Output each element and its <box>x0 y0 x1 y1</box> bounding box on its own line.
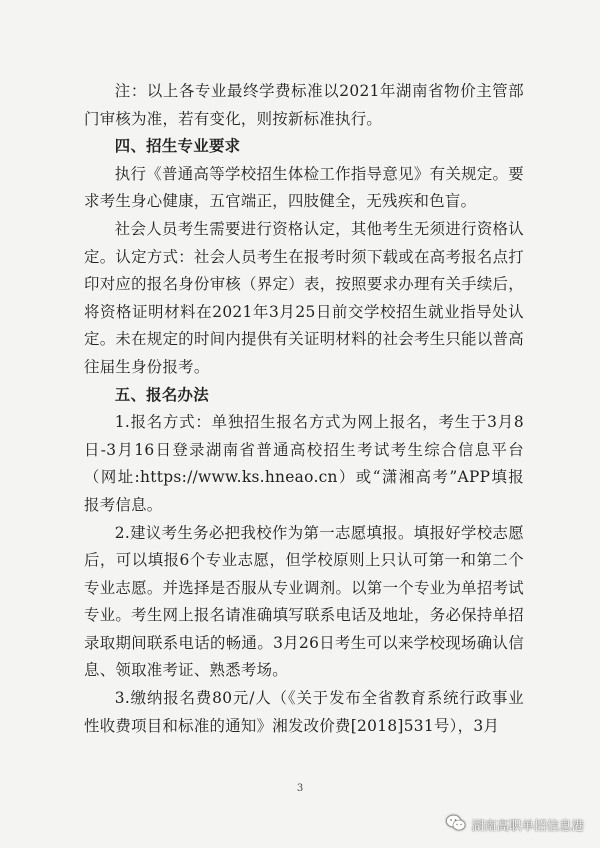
health-requirement-paragraph: 执行《普通高等学校招生体检工作指导意见》有关规定。要求考生身心健康，五官端正，四肢健全，无残疾和色盲。 <box>84 164 524 211</box>
page-number: 3 <box>296 783 304 794</box>
qualification-paragraph: 社会人员考生需要进行资格认定，其他考生无须进行资格认定。认定方式：社会人员考生在报考时须下载或在高考报名点打印对应的报名身份审核（界定）表，按照要求办理有关手续后，将资格证明材料在2021年3月25日前交学校招生就业指导处认定。未在规定的时间内提供有关证明材料的社会考生只能以普高往届生身份报考。 <box>84 219 524 376</box>
section-heading-registration: 五、报名办法 <box>114 385 209 404</box>
watermark <box>445 814 584 835</box>
fee-paragraph: 3.缴纳报名费80元/人（《关于发布全省教育系统行政事业性收费项目和标准的通知》湘发改价费[2018]531号），3月 <box>84 689 524 735</box>
registration-method-paragraph: 1.报名方式：单独招生报名方式为网上报名，考生于3月8日-3月16日登录湖南省普通高校招生考试考生综合信息平台（网址:https://www.ks.hneao.cn）或“潇湘高考”APP填报报考信息。 <box>84 413 524 514</box>
wechat-icon <box>445 814 467 835</box>
note-paragraph: 注：以上各专业最终学费标准以2021年湖南省物价主管部门审核为准，若有变化，则按新标准执行。 <box>84 82 524 128</box>
watermark-text: 湖南高职单招信息港 <box>471 817 584 833</box>
document-body <box>84 78 524 740</box>
section-heading-requirements: 四、招生专业要求 <box>114 137 241 156</box>
volunteer-paragraph: 2.建议考生务必把我校作为第一志愿填报。填报好学校志愿后，可以填报6个专业志愿，但学校原则上只认可第一和第二个专业志愿。并选择是否服从专业调剂。以第一个专业为单招考试专业。考生网上报名请准确填写联系电话及地址，务必保持单招录取期间联系电话的畅通。3月26日考生可以来学校现场确认信息、领取准考证、熟悉考场。 <box>84 523 524 680</box>
